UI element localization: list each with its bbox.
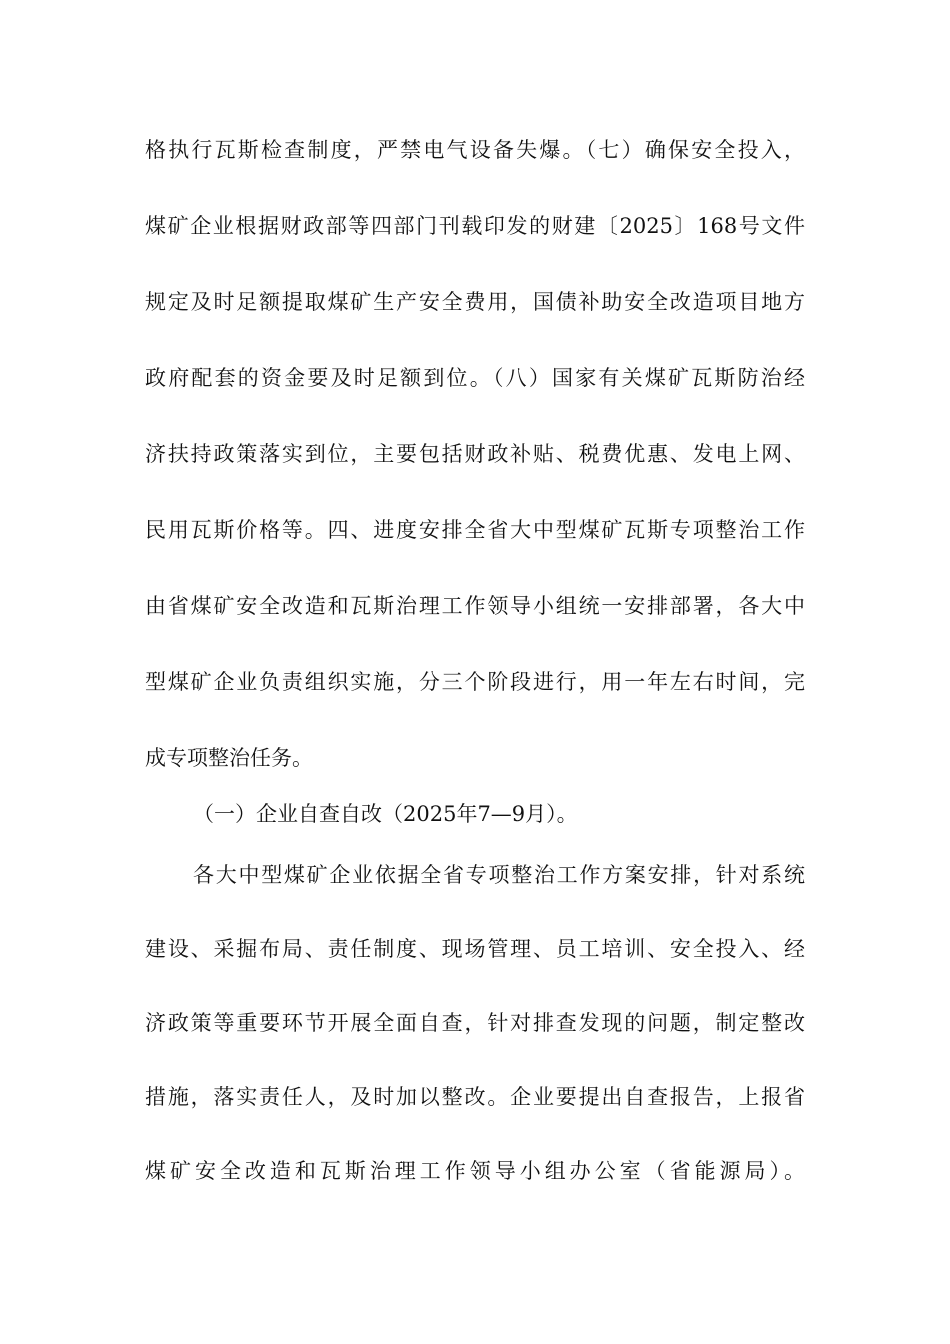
paragraph-line: 民用瓦斯价格等。四、进度安排全省大中型煤矿瓦斯专项整治工作 [145,518,805,542]
paragraph-line: 济政策等重要环节开展全面自查，针对排查发现的问题，制定整改 [145,1011,805,1035]
paragraph-line: 政府配套的资金要及时足额到位。（八）国家有关煤矿瓦斯防治经 [145,366,805,390]
paragraph-line: 煤矿企业根据财政部等四部门刊载印发的财建〔2025〕168号文件 [145,214,805,238]
paragraph-line: 由省煤矿安全改造和瓦斯治理工作领导小组统一安排部署，各大中 [145,594,805,618]
paragraph-line: 措施，落实责任人，及时加以整改。企业要提出自查报告，上报省 [145,1085,805,1109]
paragraph-line: 煤矿安全改造和瓦斯治理工作领导小组办公室（省能源局）。 [145,1159,805,1183]
paragraph-line: 型煤矿企业负责组织实施，分三个阶段进行，用一年左右时间，完 [145,670,805,694]
paragraph-line: 济扶持政策落实到位，主要包括财政补贴、税费优惠、发电上网、 [145,442,805,466]
paragraph-line: 建设、采掘布局、责任制度、现场管理、员工培训、安全投入、经 [145,937,805,961]
paragraph-line: 格执行瓦斯检查制度，严禁电气设备失爆。（七）确保安全投入， [145,138,805,162]
paragraph-line: 成专项整治任务。 [145,746,313,770]
paragraph-line: 规定及时足额提取煤矿生产安全费用，国债补助安全改造项目地方 [145,290,805,314]
section-heading: （一）企业自查自改（2025年7—9月）。 [193,802,578,826]
paragraph-line: 各大中型煤矿企业依据全省专项整治工作方案安排，针对系统 [193,863,805,887]
